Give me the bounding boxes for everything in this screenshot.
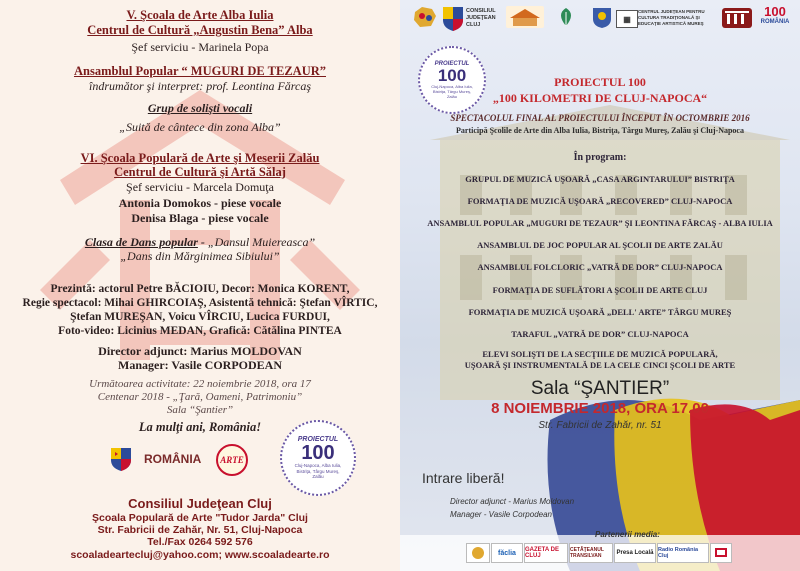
footer-phone: Tel./Fax 0264 592 576 [147,536,253,548]
ensemble-title: Ansamblul Popular “ MUGURI DE TEZAUR” [73,64,326,78]
final-show-line: SPECTACOLUL FINAL AL PROIECTULUI ÎNCEPUT ÎN OCTOMBRIE 2016 [450,113,750,123]
program-heading: În program: [573,152,627,163]
credits-line-3: Ştefan MUREŞAN, Voicu VÎRCIU, Lucica FURDUI, [70,311,330,323]
project-title: PROIECTUL 100 [554,75,646,89]
program-item-6: FORMAŢIA DE SUFLĂTORI A ŞCOLII DE ARTE CLUJ [492,285,708,295]
badge-text-right: Cluj-Napoca, Alba Iulia, Bistriţa, Târgu Mureş, Zalău [431,84,473,99]
romania-label: ROMÂNIA [144,452,202,466]
footer-org: Consiliul Judeţean Cluj [128,496,272,511]
map-icon [412,4,438,30]
theatre-logo [722,8,752,28]
footer-address: Str. Fabricii de Zahăr, Nr. 51, Cluj-Napoca [97,524,303,536]
performer-antonia: Antonia Domokos - piese vocale [118,196,282,210]
program-item-3: ANSAMBLUL POPULAR „MUGURI DE TEZAUR” ŞI LEONTINA FĂRCAŞ - ALBA IULIA [427,218,773,228]
venue: Sala “ŞANTIER” [530,378,670,399]
partner-logo-7 [710,543,732,563]
program-item-4: ANSAMBLUL DE JOC POPULAR AL ŞCOLII DE ARTE ZALĂU [477,240,723,250]
right-manager: Manager - Vasile Corpodean [450,510,552,519]
program-item-5: ANSAMBLUL FOLCLORIC „VATRĂ DE DOR” CLUJ-NAPOCA [477,262,723,272]
participants-line: Participă Şcolile de Arte din Alba Iulia, Bistriţa, Târgu Mureş, Zalău şi Cluj-Napoca [456,126,744,135]
school-logo [506,6,544,28]
romania-coat-of-arms-icon [108,446,134,472]
right-director: Director adjunct - Marius Moldovan [450,497,575,506]
proiectul-100-badge [280,420,356,496]
consiliul-shield-logo [442,6,464,32]
soloists-work: „Suită de cântece din zona Alba” [119,120,281,134]
ensemble-instructor: îndrumător şi interpret: prof. Leontina Fărcaş [89,79,311,93]
program-item-1: GRUPUL DE MUZICĂ UŞOARĂ „CASA ARGINTARULUI” BISTRIŢA [465,174,735,184]
partner-logo-3: GAZETA DE CLUJ [524,543,568,563]
program-item-2: FORMAŢIA DE MUZICĂ UŞOARĂ „RECOVERED” CLUJ-NAPOCA [467,196,733,206]
centenar-romania: ROMÂNIA [760,19,790,25]
section5-center: Centrul de Cultură „Augustin Bena” Alba [87,23,313,37]
school-building-icon [506,6,544,28]
dance-class-line: Clasa de Dans popular - „Dansul Muiereasca” [84,235,316,249]
partner-tv-icon [714,546,728,560]
partner-logo-6: Radio România Cluj [657,543,709,563]
director-line: Director adjunct: Marius MOLDOVAN [98,344,302,358]
badge-top: PROIECTUL [297,436,339,444]
county-map-logo [412,4,438,30]
partners-heading: Partenerii media: [595,530,660,539]
partner-logo-4: CETĂŢEANUL TRANSILVAN [569,543,613,563]
next-activity-3: Sala “Şantier” [166,404,234,416]
dance-class-label: Clasa de Dans popular [84,235,198,249]
centrul-judetean-text: CENTRUL JUDEŢEAN PENTRU CULTURA TRADIŢIONALĂ ŞI EDUCAŢIE ARTISTICĂ MUREŞ [638,9,705,26]
right-panel [400,0,800,571]
free-entry: Intrare liberă! [422,470,505,486]
footer-contact: scoaladeartecluj@yahoo.com; www.scoaladearte.ro [70,549,330,561]
section6-chief: Şef serviciu - Marcela Domuţa [126,180,274,194]
footer-school: Şcoala Populară de Arte "Tudor Jarda" Cluj [92,512,308,524]
arte-logo-label: ARTE [220,455,244,465]
badge-number: 100 [301,442,335,465]
program-item-8: TARAFUL „VATRĂ DE DOR” CLUJ-NAPOCA [511,329,689,339]
greeting: La mulţi ani, România! [138,420,262,434]
partner-logo-5: Presa Locală [614,543,656,563]
section5-title: V. Şcoala de Arte Alba Iulia [126,8,274,22]
badge-top-right: PROIECTUL [434,61,470,67]
centenar-number: 100 [764,4,786,19]
augustin-bena-logo [550,6,582,30]
shield-icon [442,6,464,32]
columns-icon [722,8,752,28]
leaf-icon [550,6,582,30]
venue-address: Str. Fabricii de Zahăr, nr. 51 [538,420,662,431]
crest-icon [592,7,612,29]
centenar-logo [758,5,792,33]
partner-emblem-icon [471,546,485,560]
cj-logo-icon: ▦ [616,10,638,28]
manager-line: Manager: Vasile CORPODEAN [118,358,282,372]
program-item-10: UŞOARĂ ŞI INSTRUMENTALĂ DE LA CELE CINCI ŞCOLI DE ARTE [464,360,736,370]
arte-logo [216,444,248,476]
credits-line-4: Foto-video: Licinius MEDAN, Grafică: Cătălina PINTEA [58,325,342,337]
consiliul-logo-text: CONSILIUL JUDEŢEAN CLUJ [466,8,496,28]
badge-number-right: 100 [437,66,467,85]
dance-work-1: „Dansul Muiereasca” [207,235,316,249]
program-item-9: ELEVI SOLIŞTI DE LA SECŢIILE DE MUZICĂ POPULARĂ, [482,349,718,359]
program-item-7: FORMAŢIA DE MUZICĂ UŞOARĂ „DELL' ARTE” TÂRGU MUREŞ [468,307,732,317]
credits-line-1: Prezintă: actorul Petre BĂCIOIU, Decor: Monica KORENT, [50,283,350,295]
partner-logo-1 [466,543,490,563]
event-date: 8 NOIEMBRIE 2018, ORA 17.00 [491,400,709,417]
dance-work-2: „Dans din Mărginimea Sibiului” [120,249,280,263]
performer-denisa: Denisa Blaga - piese vocale [131,211,269,225]
crest-logo [592,7,612,29]
soloists-title: Grup de solişti vocali [147,101,253,115]
section6-title: VI. Şcoala Populară de Arte şi Meserii Zalău [80,151,320,165]
next-activity-1: Următoarea activitate: 22 noiembrie 2018, ora 17 [89,378,311,390]
section5-chief: Şef serviciu - Marinela Popa [131,40,269,54]
next-activity-2: Centenar 2018 - „Ţară, Oameni, Patrimoniu” [97,391,303,403]
section6-center: Centrul de Cultură şi Artă Sălaj [114,165,286,179]
partner-logo-2: făclia [491,543,523,563]
badge-text: Cluj-Napoca, Alba Iulia, Bistriţa, Târgu Mureş, Zalău [294,463,342,480]
project-subtitle: „100 KILOMETRI DE CLUJ-NAPOCA“ [492,91,708,105]
credits-line-2: Regie spectacol: Mihai GHIRCOIAŞ, Asistentă tehnică: Ştefan VÎRTIC, [22,297,378,309]
